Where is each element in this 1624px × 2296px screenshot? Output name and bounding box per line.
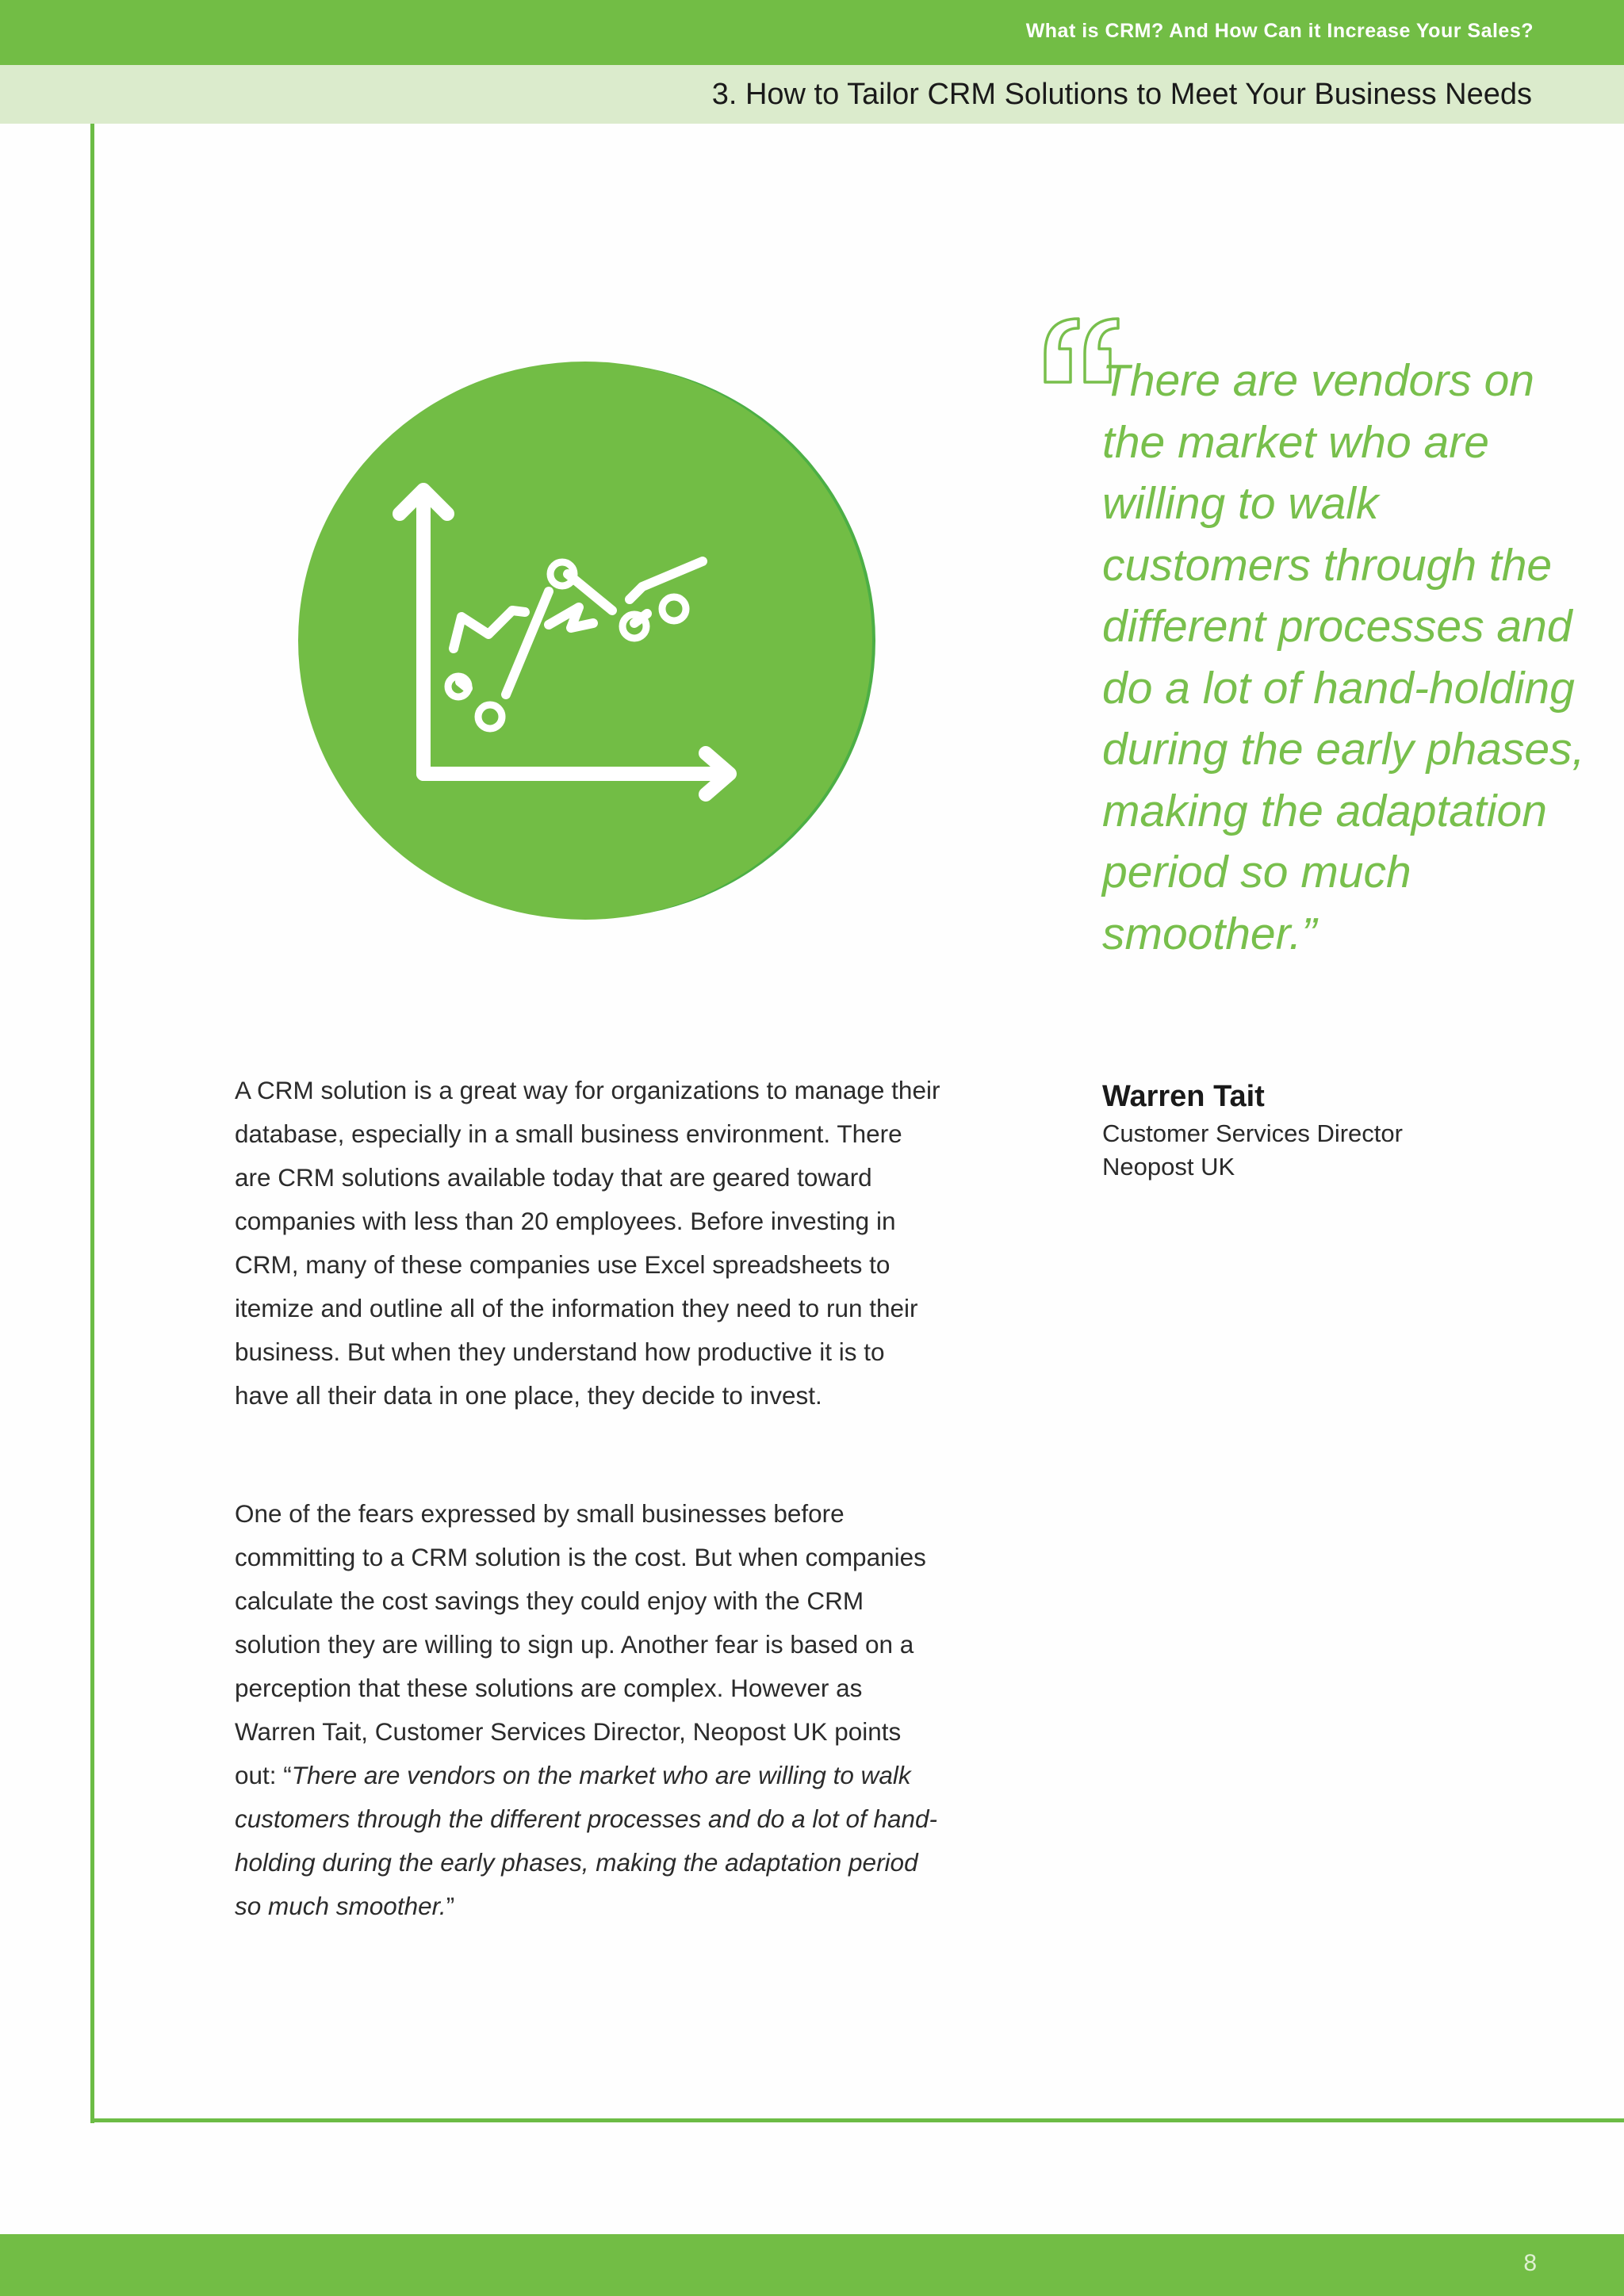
pull-quote-text: There are vendors on the market who are willing to walk customers through the different processes and do a lot of hand-holding during the early phases, making the adaptation period so much smoother.”	[1102, 355, 1585, 959]
icon-circle	[298, 362, 872, 920]
section-band	[0, 65, 1624, 124]
section-title: 3. How to Tailor CRM Solutions to Meet Your Business Needs	[711, 78, 1532, 111]
chart-illustration-svg	[298, 362, 875, 921]
document-title: What is CRM? And How Can it Increase Your Sales?	[1025, 20, 1534, 42]
body-paragraph-1: A CRM solution is a great way for organizations to manage their database, especially in a small business environment. There are CRM solutions available today that are geared toward companies with less than 20 employees. Before investing in CRM, many of these companies use Excel spreadsheets to itemize and outline all of the information they need to run their business. But when they understand how productive it is to have all their data in one place, they decide to invest.	[235, 1076, 940, 1410]
body-paragraph-2	[235, 1492, 940, 1928]
header-bar	[0, 0, 1624, 65]
line-chart-icon	[298, 362, 875, 921]
body-paragraph-2-lead: One of the fears expressed by small businesses before committing to a CRM solution is the cost. But when companies calculate the cost savings they could enjoy with the CRM solution they are willing to sign up. Another fear is based on a perception that these solutions are complex. However as Warren Tait, Customer Services Director, Neopost UK points out: “	[235, 1499, 926, 1789]
quote-author-role: Customer Services Director	[1102, 1119, 1403, 1147]
page-number: 8	[1523, 2250, 1537, 2276]
footer-bar	[0, 2234, 1624, 2296]
quote-author-company: Neopost UK	[1102, 1153, 1235, 1181]
body-paragraph-2-end: ”	[446, 1892, 455, 1920]
quote-author-name: Warren Tait	[1102, 1080, 1265, 1113]
frame-left-rule	[90, 124, 94, 2123]
body-paragraph-2-quote: There are vendors on the market who are willing to walk customers through the different processes and do a lot of hand-holding during the early phases, making the adaptation period so much smoother.	[235, 1761, 938, 1920]
frame-bottom-rule	[90, 2118, 1624, 2122]
